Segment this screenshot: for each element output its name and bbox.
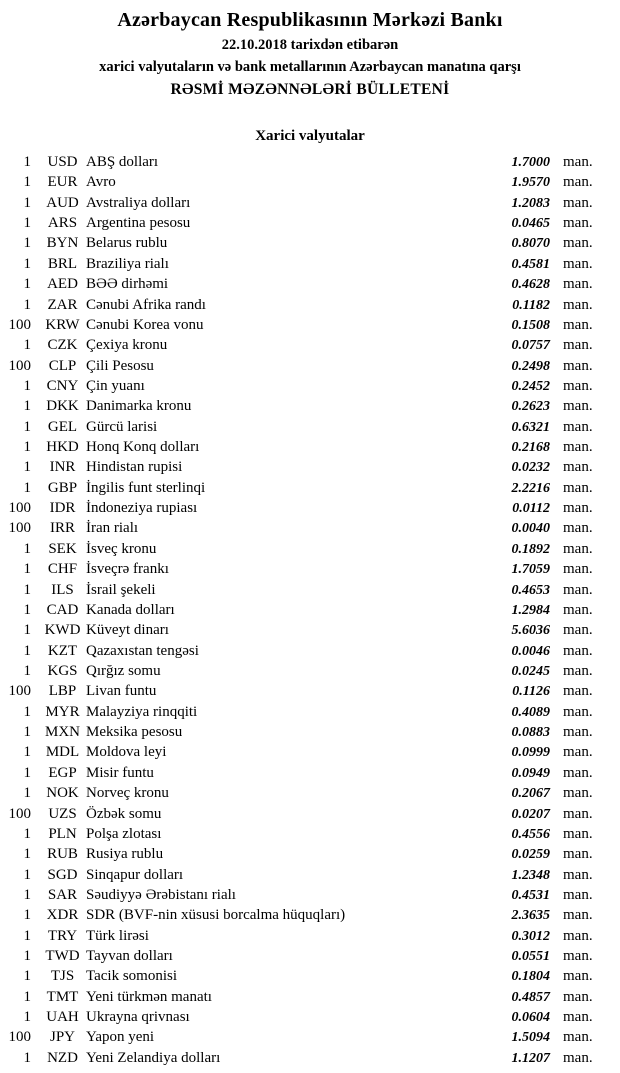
currency-row [0, 1007, 620, 1027]
name-cell: Sinqapur dolları [86, 866, 184, 883]
rate-cell: 0.2067 [511, 786, 550, 802]
code-cell: IRR [49, 520, 75, 537]
rate-cell: 1.2348 [511, 867, 550, 883]
name-cell: Gürcü larisi [86, 418, 158, 435]
currency-row [0, 824, 620, 844]
code-cell: SGD [47, 866, 78, 883]
name-cell: BƏƏ dirhəmi [86, 276, 169, 293]
currency-row [0, 498, 620, 518]
rate-cell: 0.8070 [511, 236, 550, 252]
code-cell: KRW [45, 316, 80, 333]
quantity-cell: 1 [23, 479, 31, 496]
unit-cell: man. [563, 805, 593, 822]
unit-cell: man. [563, 1029, 593, 1046]
currency-row [0, 661, 620, 681]
name-cell: Malayziya rinqqiti [86, 703, 198, 720]
currency-row [0, 742, 620, 762]
rate-cell: 0.0232 [511, 460, 550, 476]
unit-cell: man. [563, 642, 593, 659]
code-cell: KWD [44, 622, 81, 639]
unit-cell: man. [563, 235, 593, 252]
name-cell: İran rialı [86, 520, 139, 537]
name-cell: Səudiyyə Ərəbistanı rialı [86, 886, 236, 903]
rate-cell: 0.0040 [511, 521, 550, 537]
rate-cell: 1.5094 [511, 1030, 550, 1046]
name-cell: Misir funtu [86, 764, 154, 781]
bank-name: Azərbaycan Respublikasının Mərkəzi Bankı [117, 9, 503, 31]
name-cell: ABŞ dolları [86, 154, 159, 170]
name-cell: Türk lirəsi [86, 927, 149, 944]
code-cell: TRY [47, 927, 78, 944]
rate-cell: 5.6036 [511, 623, 550, 639]
name-cell: İsrail şekeli [86, 581, 156, 598]
currency-row [0, 478, 620, 498]
unit-cell: man. [563, 744, 593, 761]
unit-cell: man. [563, 683, 593, 700]
rate-cell: 0.1892 [511, 541, 550, 557]
currency-row [0, 233, 620, 253]
code-cell: KZT [47, 642, 78, 659]
rate-cell: 0.2168 [511, 440, 550, 456]
quantity-cell: 100 [8, 520, 31, 537]
currency-row [0, 559, 620, 579]
name-cell: İngilis funt sterlinqi [86, 479, 206, 496]
currency-row [0, 926, 620, 946]
currency-row [0, 844, 620, 864]
document-header [0, 0, 620, 99]
name-cell: Yapon yeni [86, 1029, 155, 1046]
currency-row [0, 539, 620, 559]
unit-cell: man. [563, 296, 593, 313]
currency-row [0, 254, 620, 274]
currency-row [0, 376, 620, 396]
quantity-cell: 1 [23, 540, 31, 557]
section-title-foreign-currencies: Xarici valyutalar [255, 128, 365, 144]
rate-cell: 0.4653 [511, 582, 550, 598]
quantity-cell: 1 [23, 927, 31, 944]
currency-row [0, 905, 620, 925]
name-cell: Yeni türkmən manatı [86, 988, 212, 1005]
name-cell: İsveç kronu [86, 540, 157, 557]
code-cell: BYN [46, 235, 79, 252]
code-cell: HKD [46, 439, 79, 456]
code-cell: TJS [50, 968, 75, 985]
unit-cell: man. [563, 601, 593, 618]
name-cell: Tacik somonisi [86, 968, 178, 985]
quantity-cell: 1 [23, 988, 31, 1005]
code-cell: INR [49, 459, 76, 476]
name-cell: Polşa zlotası [86, 825, 162, 842]
currency-row [0, 437, 620, 457]
code-cell: RUB [47, 846, 78, 863]
unit-cell: man. [563, 1049, 593, 1066]
quantity-cell: 1 [23, 276, 31, 293]
name-cell: Rusiya rublu [86, 846, 164, 863]
quantity-cell: 1 [23, 764, 31, 781]
unit-cell: man. [563, 724, 593, 741]
currency-row [0, 966, 620, 986]
code-cell: CLP [48, 357, 77, 374]
quantity-cell: 1 [23, 744, 31, 761]
quantity-cell: 1 [23, 439, 31, 456]
rate-cell: 0.2623 [511, 399, 550, 415]
unit-cell: man. [563, 500, 593, 517]
unit-cell: man. [563, 622, 593, 639]
unit-cell: man. [563, 907, 593, 924]
name-cell: Norveç kronu [86, 785, 169, 802]
quantity-cell: 100 [8, 316, 31, 333]
rate-cell: 0.0883 [511, 725, 550, 741]
subtitle-line: xarici valyutaların və bank metallarının Azərbaycan manatına qarşı [99, 59, 521, 75]
code-cell: UZS [48, 805, 77, 822]
quantity-cell: 1 [23, 846, 31, 863]
quantity-cell: 1 [23, 907, 31, 924]
currency-row [0, 641, 620, 661]
quantity-cell: 100 [8, 500, 31, 517]
rate-cell: 0.0207 [511, 806, 550, 822]
code-cell: XDR [46, 907, 79, 924]
quantity-cell: 1 [23, 418, 31, 435]
name-cell: Çin yuanı [86, 377, 145, 394]
name-cell: Tayvan dolları [86, 948, 173, 965]
currency-row [0, 600, 620, 620]
unit-cell: man. [563, 377, 593, 394]
unit-cell: man. [563, 927, 593, 944]
unit-cell: man. [563, 785, 593, 802]
code-cell: EUR [47, 174, 78, 191]
unit-cell: man. [563, 825, 593, 842]
code-cell: USD [47, 154, 78, 170]
code-cell: JPY [49, 1029, 75, 1046]
name-cell: Meksika pesosu [86, 724, 183, 741]
currency-row [0, 315, 620, 335]
unit-cell: man. [563, 337, 593, 354]
unit-cell: man. [563, 846, 593, 863]
currency-row [0, 702, 620, 722]
currency-row [0, 865, 620, 885]
rate-cell: 0.4556 [511, 826, 550, 842]
currency-row [0, 274, 620, 294]
code-cell: MXN [44, 724, 80, 741]
name-cell: Özbək somu [86, 805, 162, 822]
name-cell: Yeni Zelandiya dolları [86, 1049, 221, 1066]
quantity-cell: 1 [23, 866, 31, 883]
rate-cell: 0.0757 [511, 338, 550, 354]
quantity-cell: 1 [23, 1049, 31, 1066]
unit-cell: man. [563, 948, 593, 965]
currency-row [0, 946, 620, 966]
code-cell: MDL [45, 744, 80, 761]
name-cell: Çexiya kronu [86, 337, 168, 354]
currency-row [0, 417, 620, 437]
code-cell: PLN [48, 825, 77, 842]
unit-cell: man. [563, 154, 593, 170]
quantity-cell: 1 [23, 377, 31, 394]
quantity-cell: 1 [23, 601, 31, 618]
rate-cell: 0.0465 [511, 216, 550, 232]
unit-cell: man. [563, 357, 593, 374]
quantity-cell: 1 [23, 785, 31, 802]
unit-cell: man. [563, 398, 593, 415]
quantity-cell: 1 [23, 459, 31, 476]
currency-table [0, 152, 620, 1068]
unit-cell: man. [563, 764, 593, 781]
rate-cell: 0.0999 [511, 745, 550, 761]
unit-cell: man. [563, 866, 593, 883]
currency-row [0, 885, 620, 905]
name-cell: Avstraliya dolları [86, 194, 191, 211]
name-cell: Küveyt dinarı [86, 622, 169, 639]
code-cell: GEL [47, 418, 78, 435]
currency-row [0, 804, 620, 824]
name-cell: Argentina pesosu [86, 215, 191, 232]
rate-cell: 0.2498 [511, 358, 550, 374]
unit-cell: man. [563, 886, 593, 903]
name-cell: Avro [86, 174, 116, 191]
unit-cell: man. [563, 194, 593, 211]
code-cell: TMT [46, 988, 79, 1005]
rate-cell: 0.4531 [511, 887, 550, 903]
bulletin-title: RƏSMİ MƏZƏNNƏLƏRİ BÜLLETENİ [170, 81, 450, 98]
quantity-cell: 1 [23, 703, 31, 720]
quantity-cell: 100 [8, 805, 31, 822]
rate-cell: 0.1126 [512, 684, 550, 700]
name-cell: Qazaxıstan tengəsi [86, 642, 199, 659]
quantity-cell: 1 [23, 968, 31, 985]
unit-cell: man. [563, 1009, 593, 1026]
quantity-cell: 1 [23, 886, 31, 903]
currency-row [0, 193, 620, 213]
currency-row [0, 356, 620, 376]
currency-row [0, 152, 620, 172]
name-cell: Belarus rublu [86, 235, 168, 252]
name-cell: Cənubi Korea vonu [86, 316, 204, 333]
quantity-cell: 1 [23, 1009, 31, 1026]
unit-cell: man. [563, 174, 593, 191]
rate-cell: 1.1207 [511, 1050, 550, 1066]
name-cell: Moldova leyi [86, 744, 167, 761]
quantity-cell: 1 [23, 215, 31, 232]
rate-cell: 1.2984 [511, 602, 550, 618]
rate-cell: 1.2083 [511, 195, 550, 211]
rate-cell: 0.1182 [512, 297, 550, 313]
name-cell: Hindistan rupisi [86, 459, 183, 476]
rate-cell: 2.2216 [511, 480, 550, 496]
quantity-cell: 1 [23, 662, 31, 679]
currency-row [0, 1048, 620, 1068]
unit-cell: man. [563, 316, 593, 333]
currency-row [0, 620, 620, 640]
unit-cell: man. [563, 662, 593, 679]
rate-cell: 0.0245 [511, 663, 550, 679]
code-cell: NZD [47, 1049, 78, 1066]
code-cell: EGP [48, 764, 77, 781]
quantity-cell: 1 [23, 337, 31, 354]
unit-cell: man. [563, 561, 593, 578]
currency-row [0, 335, 620, 355]
code-cell: TWD [45, 948, 80, 965]
rate-cell: 0.1804 [511, 969, 550, 985]
quantity-cell: 100 [8, 357, 31, 374]
code-cell: CNY [46, 377, 79, 394]
name-cell: Qırğız somu [86, 662, 161, 679]
quantity-cell: 1 [23, 154, 31, 170]
quantity-cell: 1 [23, 255, 31, 272]
quantity-cell: 100 [8, 1029, 31, 1046]
quantity-cell: 1 [23, 724, 31, 741]
code-cell: CHF [47, 561, 78, 578]
quantity-cell: 1 [23, 825, 31, 842]
code-cell: DKK [46, 398, 79, 415]
code-cell: LBP [48, 683, 77, 700]
currency-row [0, 1027, 620, 1047]
unit-cell: man. [563, 276, 593, 293]
code-cell: NOK [46, 785, 79, 802]
unit-cell: man. [563, 255, 593, 272]
unit-cell: man. [563, 581, 593, 598]
rate-cell: 0.4089 [511, 704, 550, 720]
rate-cell: 1.7059 [511, 562, 550, 578]
unit-cell: man. [563, 459, 593, 476]
currency-row [0, 681, 620, 701]
name-cell: Ukrayna qrivnası [86, 1009, 190, 1026]
name-cell: Kanada dolları [86, 601, 175, 618]
currency-row [0, 518, 620, 538]
code-cell: CAD [46, 601, 79, 618]
code-cell: AED [47, 276, 78, 293]
code-cell: CZK [47, 337, 78, 354]
code-cell: KGS [47, 662, 78, 679]
currency-row [0, 172, 620, 192]
unit-cell: man. [563, 418, 593, 435]
code-cell: IDR [49, 500, 76, 517]
unit-cell: man. [563, 439, 593, 456]
currency-row [0, 580, 620, 600]
rate-cell: 0.0551 [511, 949, 550, 965]
code-cell: ARS [47, 215, 78, 232]
rate-cell: 0.1508 [511, 317, 550, 333]
unit-cell: man. [563, 215, 593, 232]
rate-cell: 1.7000 [511, 155, 550, 170]
quantity-cell: 1 [23, 235, 31, 252]
code-cell: ILS [51, 581, 74, 598]
currency-row [0, 987, 620, 1007]
rate-cell: 0.4628 [511, 277, 550, 293]
rate-cell: 0.6321 [511, 419, 550, 435]
code-cell: BRL [47, 255, 78, 272]
rate-cell: 0.0112 [512, 501, 550, 517]
rate-cell: 2.3635 [511, 908, 550, 924]
name-cell: İndoneziya rupiası [86, 500, 198, 517]
rate-cell: 1.9570 [511, 175, 550, 191]
code-cell: MYR [45, 703, 80, 720]
quantity-cell: 1 [23, 174, 31, 191]
name-cell: İsveçrə frankı [86, 561, 169, 578]
effective-date-line: 22.10.2018 tarixdən etibarən [221, 37, 399, 53]
name-cell: Braziliya rialı [86, 255, 169, 272]
code-cell: UAH [46, 1009, 79, 1026]
unit-cell: man. [563, 479, 593, 496]
name-cell: Çili Pesosu [86, 357, 154, 374]
code-cell: SEK [48, 540, 77, 557]
name-cell: Danimarka kronu [86, 398, 192, 415]
rate-cell: 0.2452 [511, 378, 550, 394]
quantity-cell: 100 [8, 683, 31, 700]
code-cell: SAR [47, 886, 78, 903]
unit-cell: man. [563, 988, 593, 1005]
currency-row [0, 783, 620, 803]
unit-cell: man. [563, 540, 593, 557]
code-cell: AUD [46, 194, 79, 211]
rate-cell: 0.4581 [511, 256, 550, 272]
rate-cell: 0.0259 [511, 847, 550, 863]
quantity-cell: 1 [23, 296, 31, 313]
quantity-cell: 1 [23, 561, 31, 578]
name-cell: Honq Konq dolları [86, 439, 200, 456]
quantity-cell: 1 [23, 622, 31, 639]
currency-row [0, 763, 620, 783]
name-cell: SDR (BVF-nin xüsusi borcalma hüquqları) [86, 907, 346, 924]
quantity-cell: 1 [23, 948, 31, 965]
rate-cell: 0.0046 [511, 643, 550, 659]
unit-cell: man. [563, 968, 593, 985]
quantity-cell: 1 [23, 398, 31, 415]
rate-cell: 0.0604 [511, 1010, 550, 1026]
currency-row [0, 722, 620, 742]
currency-row [0, 457, 620, 477]
currency-row [0, 396, 620, 416]
name-cell: Cənubi Afrika randı [86, 296, 206, 313]
quantity-cell: 1 [23, 581, 31, 598]
quantity-cell: 1 [23, 194, 31, 211]
currency-row [0, 295, 620, 315]
unit-cell: man. [563, 520, 593, 537]
rate-cell: 0.0949 [511, 765, 550, 781]
rate-cell: 0.4857 [511, 989, 550, 1005]
unit-cell: man. [563, 703, 593, 720]
quantity-cell: 1 [23, 642, 31, 659]
currency-row [0, 213, 620, 233]
code-cell: ZAR [47, 296, 78, 313]
name-cell: Livan funtu [86, 683, 157, 700]
code-cell: GBP [47, 479, 78, 496]
rate-cell: 0.3012 [511, 928, 550, 944]
